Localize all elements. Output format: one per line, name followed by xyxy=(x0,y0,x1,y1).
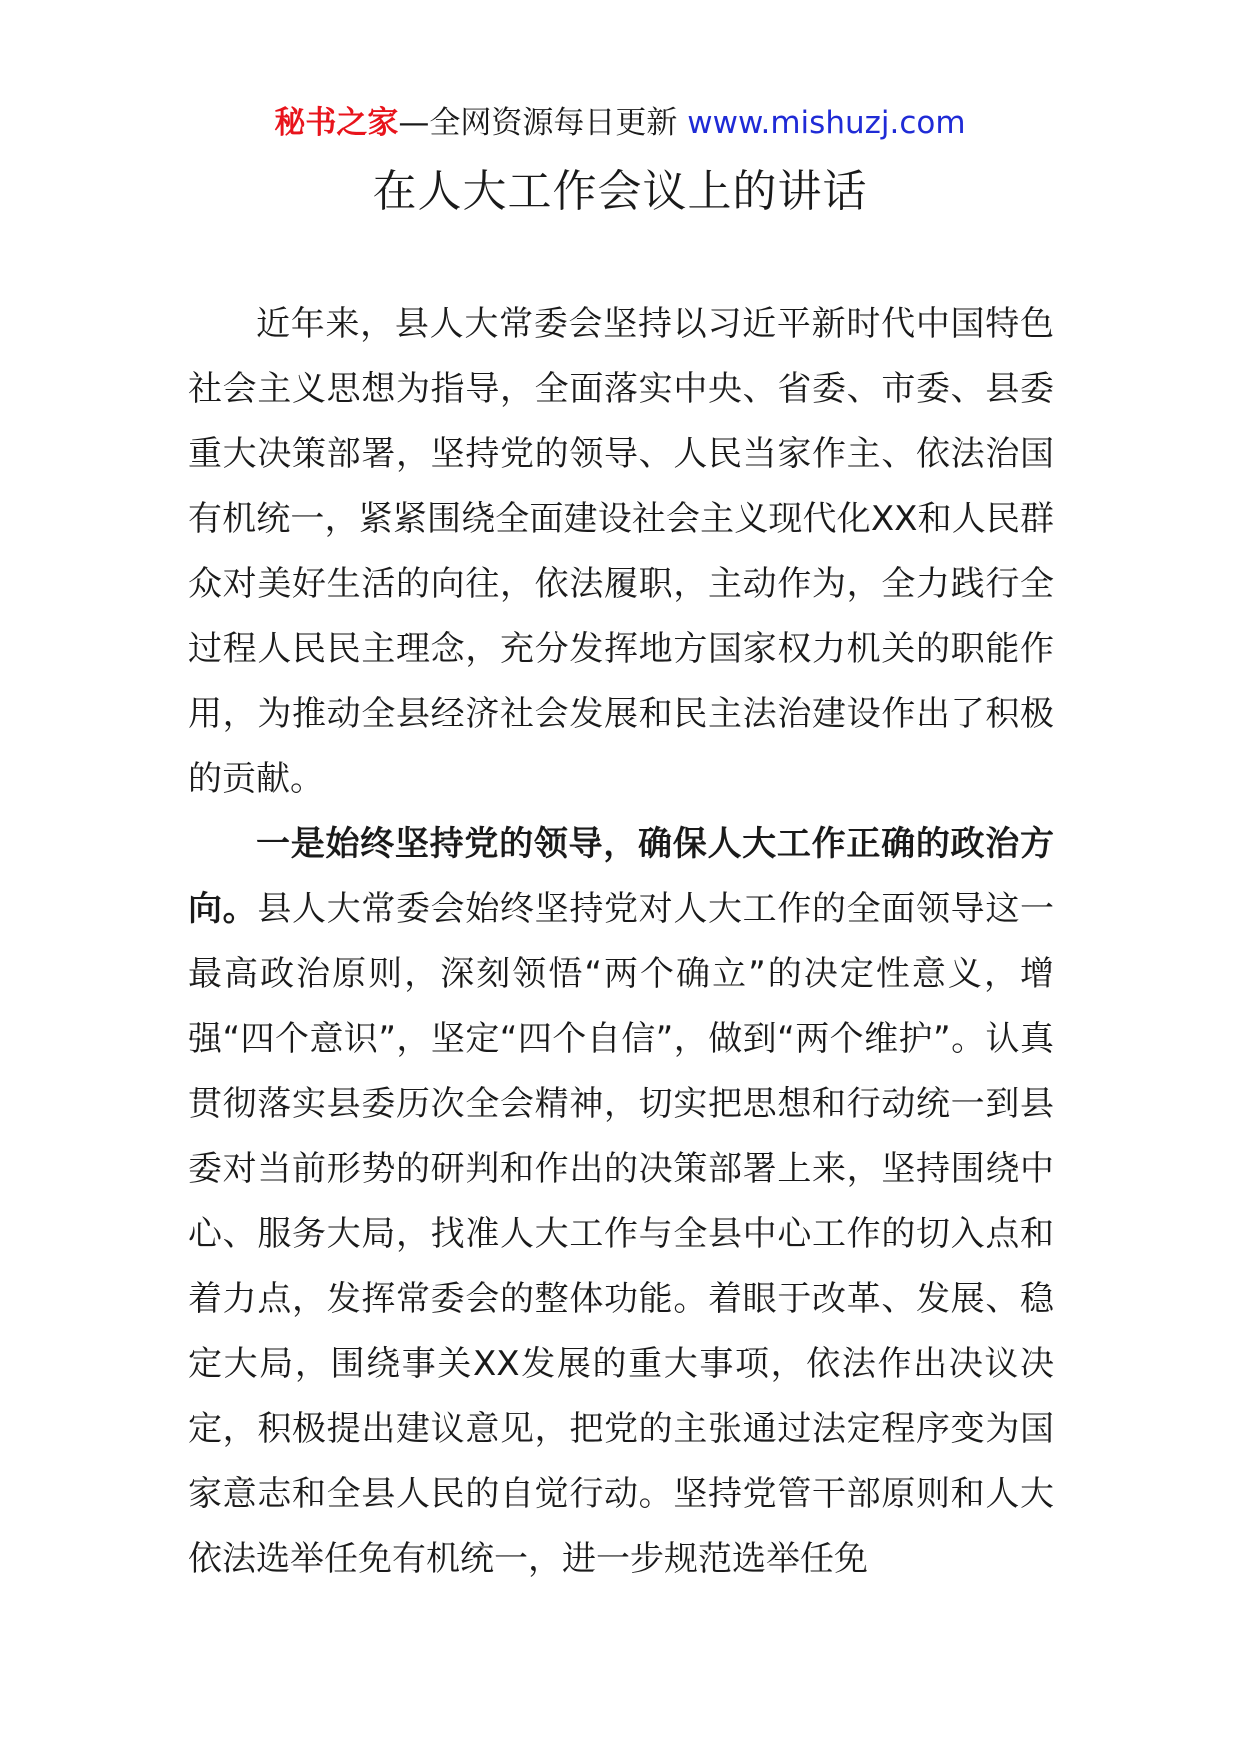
document-title: 在人大工作会议上的讲话 xyxy=(372,166,868,217)
document-body xyxy=(188,292,1054,1592)
paragraph-lead-heading: 一是始终坚持党的领导，确保人大工作正确的政治方向。 xyxy=(188,824,1054,929)
paragraph-intro: 近年来，县人大常委会坚持以习近平新时代中国特色社会主义思想为指导，全面落实中央、省委、市委、县委重大决策部署，坚持党的领导、人民当家作主、依法治国有机统一，紧紧围绕全面建设社会主义现代化XX和人民群众对美好生活的向往，依法履职，主动作为，全力践行全过程人民民主理念，充分发挥地方国家权力机关的职能作用，为推动全县经济社会发展和民主法治建设作出了积极的贡献。 xyxy=(188,304,1054,799)
header-dash: — xyxy=(398,105,430,141)
site-url-link[interactable]: www.mishuzj.com xyxy=(687,105,966,141)
paragraph-point-one xyxy=(188,812,1054,1592)
brand-name: 秘书之家 xyxy=(274,105,399,141)
site-header xyxy=(0,103,1240,143)
header-tagline: 全网资源每日更新 xyxy=(429,105,678,141)
paragraph-point-one-body: 县人大常委会始终坚持党对人大工作的全面领导这一最高政治原则，深刻领悟“两个确立”的决定性意义，增强“四个意识”，坚定“四个自信”，做到“两个维护”。认真贯彻落实县委历次全会精神，切实把思想和行动统一到县委对当前形势的研判和作出的决策部署上来，坚持围绕中心、服务大局，找准人大工作与全县中心工作的切入点和着力点，发挥常委会的整体功能。着眼于改革、发展、稳定大局，围绕事关XX发展的重大事项，依法作出决议决定，积极提出建议意见，把党的主张通过法定程序变为国家意志和全县人民的自觉行动。坚持党管干部原则和人大依法选举任免有机统一，进一步规范选举任免 xyxy=(188,889,1055,1579)
